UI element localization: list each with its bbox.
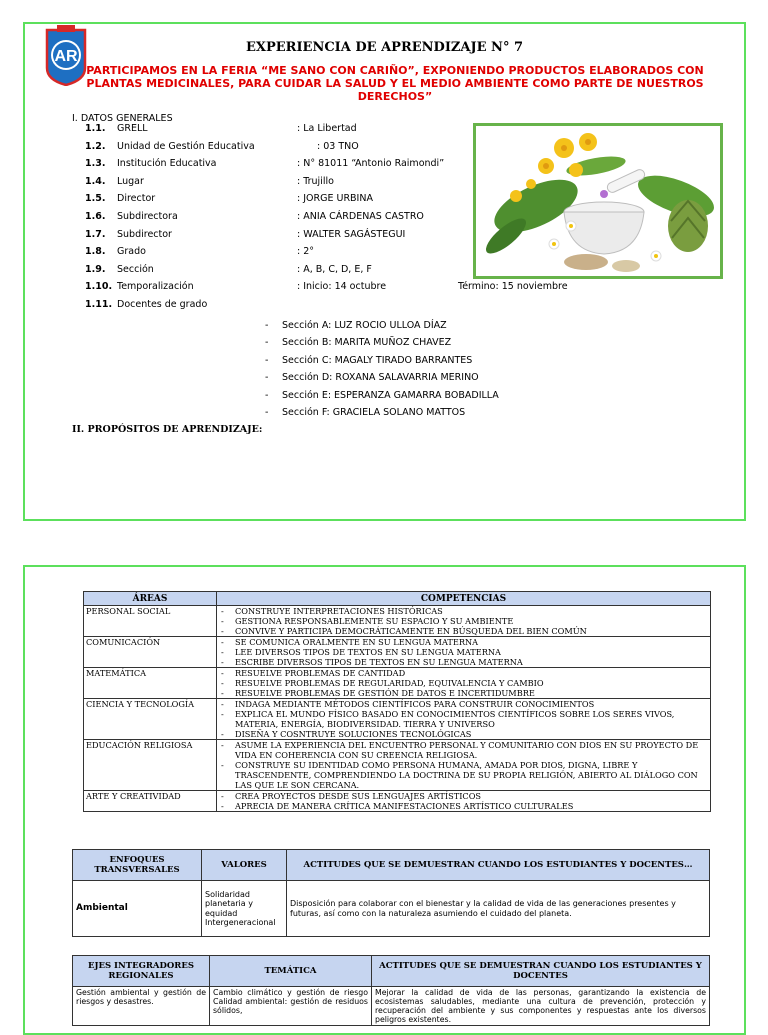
header-tematica: TEMÁTICA	[210, 956, 372, 987]
datos-value: : WALTER SAGÁSTEGUI	[297, 228, 406, 240]
competencia-item: - ESCRIBE DIVERSOS TIPOS DE TEXTOS EN SU LENGUA MATERNA	[219, 657, 708, 667]
header-actitudes: ACTITUDES QUE SE DEMUESTRAN CUANDO LOS ESTUDIANTES Y DOCENTES…	[287, 850, 710, 881]
competencias-cell	[217, 606, 711, 637]
datos-label: Sección	[117, 263, 154, 275]
bullet-dash: -	[265, 389, 269, 401]
area-cell: MATEMÁTICA	[84, 668, 217, 699]
docente-text: Sección F: GRACIELA SOLANO MATTOS	[282, 407, 466, 418]
competencias-cell	[217, 668, 711, 699]
competencia-item: - SE COMUNICA ORALMENTE EN SU LENGUA MATERNA	[219, 637, 708, 647]
docente-text: Sección B: MARITA MUÑOZ CHAVEZ	[282, 337, 452, 349]
competencia-item: - CONVIVE Y PARTICIPA DEMOCRÁTICAMENTE EN BÚSQUEDA DEL BIEN COMÚN	[219, 626, 708, 636]
actitudes-ejes-cell: Mejorar la calidad de vida de las personas, garantizando la existencia de ecosistemas saludables, mediante una cultura de prevención, protección y recuperación del ambiente y sus componentes y respuestas ante los diversos peligros existentes.	[372, 987, 710, 1026]
docente-text: Sección E: ESPERANZA GAMARRA BOBADILLA	[282, 389, 499, 401]
docente-text: Sección A: LUZ ROCIO ULLOA DÍAZ	[282, 320, 447, 331]
competencia-item: - GESTIONA RESPONSABLEMENTE SU ESPACIO Y SU AMBIENTE	[219, 616, 708, 626]
datos-value: : La Libertad	[297, 123, 357, 134]
competencia-item: - CONSTRUYE SU IDENTIDAD COMO PERSONA HUMANA, AMADA POR DIOS, DIGNA, LIBRE Y TRASCENDENTE, COMPRENDIENDO LA DOCTRINA DE SU PROPIA RELIGIÓN, ABIERTO AL DIÁLOGO CON LAS QUE LE SON CERCANA.	[219, 760, 708, 790]
competencia-item: - RESUELVE PROBLEMAS DE REGULARIDAD, EQUIVALENCIA Y CAMBIO	[219, 678, 708, 688]
datos-number: 1.6.	[85, 211, 106, 222]
area-cell: CIENCIA Y TECNOLOGÍA	[84, 699, 217, 740]
bullet-dash: -	[265, 337, 269, 349]
competencias-row	[84, 637, 711, 668]
section-heading-datos: I. DATOS GENERALES	[72, 113, 173, 124]
datos-label: Grado	[117, 246, 146, 258]
competencia-item: - ASUME LA EXPERIENCIA DEL ENCUENTRO PERSONAL Y COMUNITARIO CON DIOS EN SU PROYECTO DE VIDA EN COHERENCIA CON SU CREENCIA RELIGIOSA.	[219, 740, 708, 760]
area-cell: PERSONAL SOCIAL	[84, 606, 217, 637]
svg-text:AR: AR	[54, 48, 78, 65]
termino-value: Término: 15 noviembre	[458, 281, 568, 293]
tematica-cell: Cambio climático y gestión de riesgo Calidad ambiental: gestión de residuos sólidos,	[210, 987, 372, 1026]
datos-value: : N° 81011 “Antonio Raimondi”	[297, 158, 445, 170]
datos-label: Institución Educativa	[117, 158, 217, 170]
bullet-dash: -	[265, 320, 269, 331]
competencia-item: - EXPLICA EL MUNDO FÍSICO BASADO EN CONOCIMIENTOS CIENTÍFICOS SOBRE LOS SERES VIVOS, MATERIA, ENERGÍA, BIODIVERSIDAD. TIERRA Y UNIVERSO	[219, 709, 708, 729]
competencia-item: - CONSTRUYE INTERPRETACIONES HISTÓRICAS	[219, 606, 708, 616]
datos-row	[85, 211, 645, 228]
competencia-item: - RESUELVE PROBLEMAS DE GESTIÓN DE DATOS E INCERTIDUMBRE	[219, 688, 708, 698]
competencias-cell	[217, 791, 711, 812]
datos-number: 1.1.	[85, 123, 106, 134]
competencia-item: - APRECIA DE MANERA CRÍTICA MANIFESTACIONES ARTÍSTICO CULTURALES	[219, 801, 708, 811]
datos-number: 1.11.	[85, 299, 113, 310]
section-heading-propositos: II. PROPÓSITOS DE APRENDIZAJE:	[72, 424, 263, 435]
datos-row	[85, 281, 645, 298]
docente-item	[265, 355, 472, 366]
competencias-row	[84, 699, 711, 740]
docente-text: Sección C: MAGALY TIRADO BARRANTES	[282, 354, 473, 366]
competencias-cell	[217, 740, 711, 791]
header-ejes: EJES INTEGRADORES REGIONALES	[73, 956, 210, 987]
enfoque-cell: Ambiental	[73, 881, 202, 937]
header-valores: VALORES	[202, 850, 287, 881]
datos-value: : Trujillo	[297, 175, 334, 187]
datos-value: : Inicio: 14 octubre	[297, 281, 387, 293]
eje-cell: Gestión ambiental y gestión de riesgos y desastres.	[73, 987, 210, 1026]
datos-label: Docentes de grado	[117, 299, 208, 310]
datos-value: : ANIA CÁRDENAS CASTRO	[297, 211, 424, 222]
competencia-item: - RESUELVE PROBLEMAS DE CANTIDAD	[219, 668, 708, 678]
datos-row	[85, 299, 645, 316]
docente-item	[265, 372, 479, 383]
competencia-item: - INDAGA MEDIANTE MÉTODOS CIENTÍFICOS PARA CONSTRUIR CONOCIMIENTOS	[219, 699, 708, 709]
docente-item	[265, 337, 451, 348]
ejes-table	[72, 955, 710, 1026]
header-actitudes-ejes: ACTITUDES QUE SE DEMUESTRAN CUANDO LOS ESTUDIANTES Y DOCENTES	[372, 956, 710, 987]
enfoques-table	[72, 849, 710, 937]
datos-label: Subdirector	[117, 228, 172, 240]
document-page-2	[23, 565, 746, 1035]
datos-value: : 03 TNO	[317, 140, 359, 152]
competencia-item: - LEE DIVERSOS TIPOS DE TEXTOS EN SU LENGUA MATERNA	[219, 647, 708, 657]
datos-label: Director	[117, 193, 156, 205]
docente-item	[265, 390, 499, 401]
competencias-row	[84, 791, 711, 812]
header-enfoques: ENFOQUES TRANSVERSALES	[73, 850, 202, 881]
competencias-row	[84, 740, 711, 791]
datos-number: 1.9.	[85, 263, 106, 275]
datos-row	[85, 141, 645, 158]
datos-number: 1.5.	[85, 193, 106, 205]
datos-row	[85, 229, 645, 246]
competencias-table	[83, 591, 711, 812]
datos-row	[85, 264, 645, 281]
datos-value: : A, B, C, D, E, F	[297, 263, 372, 275]
docente-item	[265, 320, 447, 331]
datos-number: 1.8.	[85, 246, 106, 258]
datos-row	[85, 193, 645, 210]
datos-row	[85, 176, 645, 193]
datos-number: 1.3.	[85, 158, 106, 170]
document-subtitle: PARTICIPAMOS EN LA FERIA “ME SANO CON CARIÑO”, EXPONIENDO PRODUCTOS ELABORADOS CON PLANTAS MEDICINALES, PARA CUIDAR LA SALUD Y EL MEDIO AMBIENTE COMO PARTE DE NUESTROS DERECHOS”	[86, 64, 704, 103]
area-cell: EDUCACIÓN RELIGIOSA	[84, 740, 217, 791]
competencias-cell	[217, 699, 711, 740]
competencia-item: - DISEÑA Y COSNTRUYE SOLUCIONES TECNOLÓGICAS	[219, 729, 708, 739]
document-title: EXPERIENCIA DE APRENDIZAJE N° 7	[245, 40, 524, 55]
datos-row	[85, 158, 645, 175]
header-areas: ÁREAS	[84, 592, 217, 606]
datos-label: Temporalización	[117, 281, 194, 293]
datos-label: Unidad de Gestión Educativa	[117, 140, 255, 152]
datos-label: GRELL	[117, 123, 148, 134]
area-cell: ARTE Y CREATIVIDAD	[84, 791, 217, 812]
datos-row	[85, 123, 645, 140]
datos-number: 1.4.	[85, 175, 106, 187]
datos-number: 1.7.	[85, 228, 106, 240]
datos-row	[85, 246, 645, 263]
datos-value: : 2°	[297, 246, 315, 258]
competencia-item: - CREA PROYECTOS DESDE SUS LENGUAJES ARTÍSTICOS	[219, 791, 708, 801]
datos-label: Subdirectora	[117, 211, 178, 222]
actitudes-cell: Disposición para colaborar con el bienestar y la calidad de vida de las generaciones presentes y futuras, así como con la naturaleza asumiendo el cuidado del planeta.	[287, 881, 710, 937]
competencias-row	[84, 606, 711, 637]
valores-cell: Solidaridad planetaria y equidad Intergeneracional	[202, 881, 287, 937]
bullet-dash: -	[265, 372, 269, 384]
competencias-row	[84, 668, 711, 699]
docente-text: Sección D: ROXANA SALAVARRIA MERINO	[282, 372, 479, 384]
datos-number: 1.2.	[85, 140, 106, 152]
document-page-1	[23, 22, 746, 521]
bullet-dash: -	[265, 407, 269, 418]
header-competencias: COMPETENCIAS	[217, 592, 711, 606]
datos-label: Lugar	[117, 175, 144, 187]
competencias-cell	[217, 637, 711, 668]
datos-number: 1.10.	[85, 281, 113, 293]
area-cell: COMUNICACIÓN	[84, 637, 217, 668]
docente-item	[265, 407, 465, 418]
bullet-dash: -	[265, 354, 269, 366]
datos-value: : JORGE URBINA	[297, 193, 373, 205]
